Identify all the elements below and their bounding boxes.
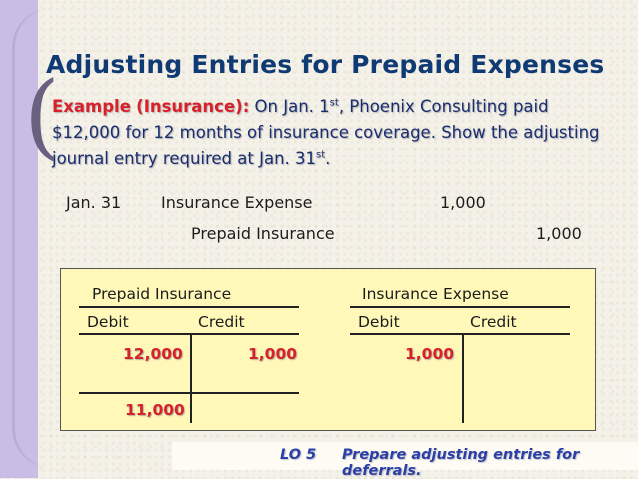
t-account-prepaid-debit-label: Debit [87, 313, 129, 331]
t-account-expense-debit-value: 1,000 [405, 345, 455, 363]
journal-credit-amount: 1,000 [536, 224, 582, 243]
decorative-parenthesis: ( [24, 62, 60, 169]
t-account-prepaid-header-line [79, 333, 299, 335]
t-account-expense-credit-label: Credit [470, 313, 517, 331]
example-sup2: st [316, 149, 326, 161]
t-account-expense-divider [462, 333, 464, 423]
example-label: Example [52, 97, 131, 116]
t-account-prepaid-divider [190, 333, 192, 423]
learning-objective-description: Prepare adjusting entries for deferrals. [342, 447, 580, 479]
t-account-expense-header-line [350, 333, 570, 335]
example-paragraph [52, 94, 622, 172]
t-account-prepaid-title: Prepaid Insurance [92, 285, 232, 303]
t-account-prepaid-total-line [79, 392, 299, 394]
learning-objective-label: LO 5 [280, 447, 317, 463]
t-account-expense-debit-label: Debit [358, 313, 400, 331]
journal-credit-account: Prepaid Insurance [191, 224, 335, 243]
t-account-expense-title: Insurance Expense [362, 285, 509, 303]
t-accounts-panel [60, 268, 596, 431]
t-account-expense-top-line [350, 306, 570, 308]
journal-debit-account: Insurance Expense [161, 193, 313, 212]
example-text-end: . [325, 149, 331, 168]
example-sup1: st [329, 97, 339, 109]
slide-title: Adjusting Entries for Prepaid Expenses [46, 50, 605, 79]
t-account-prepaid-balance: 11,000 [125, 401, 185, 419]
t-account-prepaid-credit-value: 1,000 [248, 345, 298, 363]
t-account-prepaid-top-line [79, 306, 299, 308]
t-account-prepaid-debit-value: 12,000 [123, 345, 183, 363]
journal-debit-amount: 1,000 [440, 193, 486, 212]
t-account-prepaid-credit-label: Credit [198, 313, 245, 331]
example-colon: : [242, 97, 250, 116]
example-topic: (Insurance) [136, 97, 243, 116]
example-text-part2: , Phoenix Consulting paid $12,000 for 12 months of insurance coverage. Show the adjusting journal entry required at Jan. 31 [52, 97, 600, 168]
journal-date: Jan. 31 [66, 193, 122, 212]
example-text-part1: On Jan. 1 [254, 97, 330, 116]
